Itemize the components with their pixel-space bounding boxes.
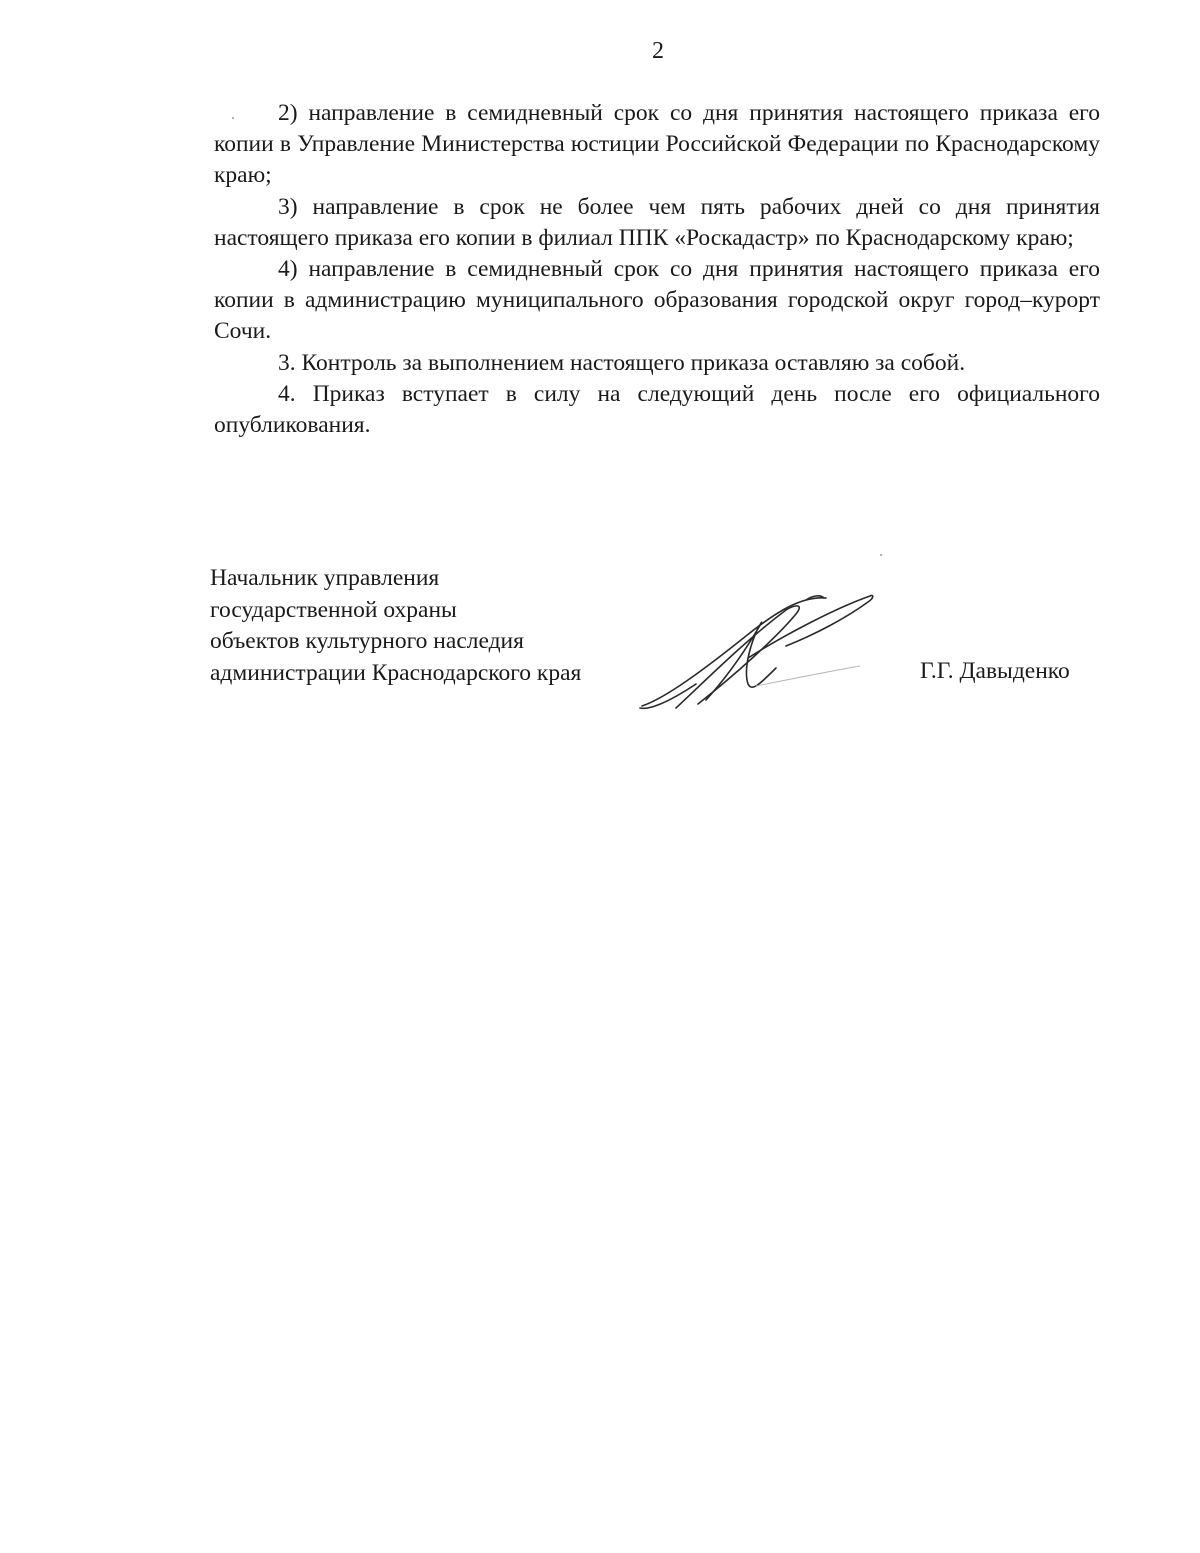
- signer-name: Г.Г. Давыденко: [920, 658, 1070, 684]
- signer-position-line: государственной охраны: [210, 596, 457, 623]
- scan-speck: [232, 117, 234, 119]
- signer-position: [210, 563, 630, 689]
- scan-speck: [880, 554, 882, 556]
- signer-position-line: объектов культурного наследия: [210, 628, 524, 654]
- paragraph-item-2: 2) направление в семидневный срок со дня принятия настоящего приказа его копии в Управление Министерства юстиции Российской Федерации по Краснодарскому краю;: [214, 100, 1100, 189]
- page-number: 2: [652, 38, 664, 64]
- paragraph-effective-date: 4. Приказ вступает в силу на следующий день после его официального опубликования.: [214, 380, 1100, 439]
- signer-position-line: администрации Краснодарского края: [210, 659, 582, 686]
- paragraph-control: 3. Контроль за выполнением настоящего приказа оставляю за собой.: [278, 349, 966, 376]
- paragraph-item-4: 4) направление в семидневный срок со дня принятия настоящего приказа его копии в администрацию муниципального образования городской округ город–курорт Сочи.: [214, 256, 1100, 345]
- handwritten-signature-icon: [636, 588, 876, 714]
- document-body: [214, 98, 1100, 441]
- paragraph-item-3: 3) направление в срок не более чем пять рабочих дней со дня принятия настоящего приказа его копии в филиал ППК «Роскадастр» по Краснодарскому краю;: [214, 193, 1100, 251]
- signer-position-line: Начальник управления: [210, 565, 440, 591]
